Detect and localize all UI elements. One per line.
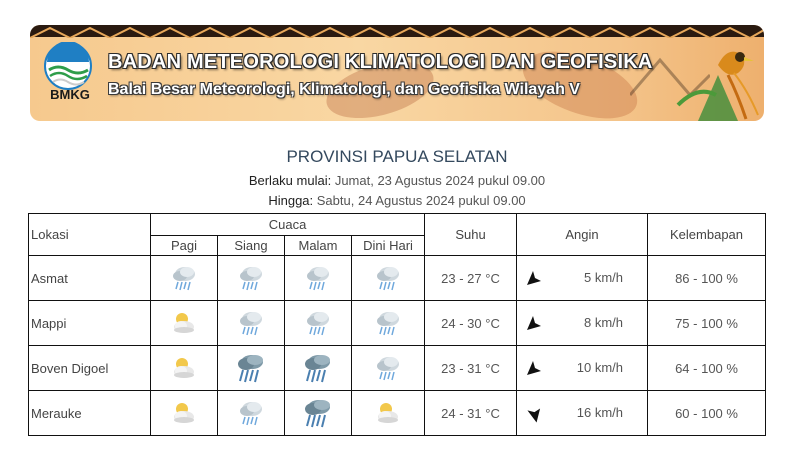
weather-cell [285,346,352,391]
humidity-cell: 64 - 100 % [648,346,766,391]
wind-speed: 8 km/h [584,315,624,330]
table-row [29,256,766,301]
weather-cell [352,301,425,346]
header-period-malam: Malam [285,236,352,256]
temperature-cell: 24 - 31 °C [425,391,517,436]
header-location: Lokasi [29,214,151,256]
header-period-siang: Siang [218,236,285,256]
header-period-pagi: Pagi [151,236,218,256]
table-row [29,301,766,346]
moderate-rain-icon [285,352,351,384]
partly-cloudy-icon [151,398,217,428]
location-cell: Merauke [29,391,151,436]
light-rain-icon [218,263,284,293]
humidity-cell: 60 - 100 % [648,391,766,436]
province-title: PROVINSI PAPUA SELATAN [286,147,508,166]
header-weather: Cuaca [151,214,425,236]
location-cell: Boven Digoel [29,346,151,391]
table-row [29,346,766,391]
light-rain-icon [352,308,424,338]
humidity-cell: 75 - 100 % [648,301,766,346]
weather-cell [285,391,352,436]
weather-cell [285,256,352,301]
moderate-rain-icon [285,397,351,429]
temperature-cell: 24 - 30 °C [425,301,517,346]
weather-cell [352,346,425,391]
weather-cell [151,391,218,436]
light-rain-icon [352,263,424,293]
header-period-dini-hari: Dini Hari [352,236,425,256]
wind-direction-icon [522,401,547,426]
valid-from-label: Berlaku mulai: [248,173,332,188]
org-subtitle: Balai Besar Meteorologi, Klimatologi, dan Geofisika Wilayah V [108,81,580,98]
logo-text: BMKG [50,87,90,102]
valid-to-label: Hingga: [268,193,314,208]
wind-cell [517,391,648,436]
moderate-rain-icon [218,352,284,384]
light-rain-icon [285,263,351,293]
location-cell: Asmat [29,256,151,301]
light-rain-icon [352,353,424,383]
humidity-cell: 86 - 100 % [648,256,766,301]
weather-cell [218,346,285,391]
header-humidity: Kelembapan [648,214,766,256]
light-rain-icon [151,263,217,293]
org-title: BADAN METEOROLOGI KLIMATOLOGI DAN GEOFISIKA [108,51,653,73]
wind-cell [517,346,648,391]
bmkg-logo-icon [44,42,92,90]
weather-cell [218,301,285,346]
weather-cell [151,346,218,391]
weather-cell [352,391,425,436]
light-rain-icon [285,308,351,338]
valid-from [0,173,794,188]
partly-cloudy-icon [151,353,217,383]
location-cell: Mappi [29,301,151,346]
wind-speed: 5 km/h [584,270,624,285]
weather-table [28,213,766,436]
wind-direction-icon [525,359,543,377]
weather-cell [352,256,425,301]
weather-cell [285,301,352,346]
weather-cell [151,301,218,346]
weather-cell [218,391,285,436]
light-rain-icon [218,308,284,338]
wind-cell [517,301,648,346]
weather-cell [218,256,285,301]
valid-to-value: Sabtu, 24 Agustus 2024 pukul 09.00 [316,193,526,208]
partly-cloudy-icon [151,308,217,338]
header-banner [30,25,764,121]
wind-speed: 16 km/h [576,405,624,420]
valid-from-value: Jumat, 23 Agustus 2024 pukul 09.00 [334,173,546,188]
partly-cloudy-icon [352,398,424,428]
temperature-cell: 23 - 27 °C [425,256,517,301]
table-row [29,391,766,436]
wind-direction-icon [525,269,543,287]
header-wind: Angin [517,214,648,256]
wind-cell [517,256,648,301]
header-temperature: Suhu [425,214,517,256]
valid-to [0,193,794,208]
wind-speed: 10 km/h [576,360,624,375]
light-rain-icon [218,398,284,428]
header-row-1 [29,214,766,236]
weather-cell [151,256,218,301]
temperature-cell: 23 - 31 °C [425,346,517,391]
weather-table-body [29,256,766,436]
bird-of-paradise-illustration [668,35,764,121]
wind-direction-icon [525,314,543,332]
